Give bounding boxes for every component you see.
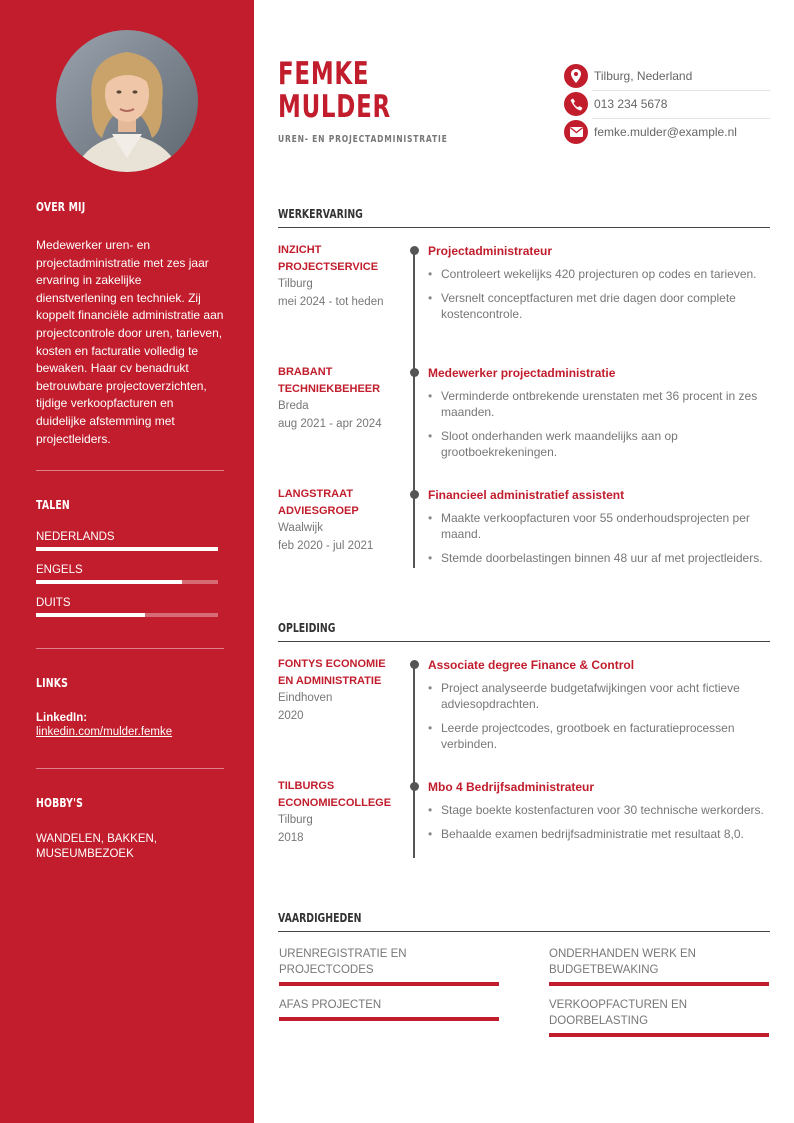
language-name: DUITS (36, 597, 71, 609)
email-text[interactable]: femke.mulder@example.nl (594, 125, 737, 139)
job-role: UREN- EN PROJECTADMINISTRATIE (278, 134, 448, 145)
organization-name: BRABANT TECHNIEKBEHEER (278, 366, 381, 395)
organization-name: TILBURGS ECONOMIECOLLEGE (278, 780, 392, 809)
sidebar-divider (36, 470, 224, 471)
timeline-dot (410, 368, 419, 377)
entry-period: feb 2020 - jul 2021 (278, 539, 374, 552)
section-rule (278, 227, 770, 228)
entry-meta (278, 778, 398, 847)
language-level-fill (36, 547, 218, 551)
entry-bullets (428, 680, 770, 752)
experience-title: WERKERVARING (278, 207, 363, 221)
entry-bullet: • Project analyseerde budgetafwijkingen voor acht fictieve adviesopdrachten. (428, 680, 770, 712)
language-item (36, 531, 224, 551)
sidebar-divider (36, 648, 224, 649)
entry-bullet: • Verminderde ontbrekende urenstaten met 36 procent in zes maanden. (428, 388, 770, 420)
skills-title: VAARDIGHEDEN (278, 911, 362, 925)
entry-period: 2018 (278, 831, 304, 844)
timeline-dot (410, 490, 419, 499)
links-section (36, 676, 224, 738)
entry-bullets (428, 510, 770, 566)
entry-bullet: • Controleert wekelijks 420 projecturen op codes en tarieven. (428, 266, 770, 282)
first-name: FEMKE (278, 56, 370, 92)
skill-item (549, 946, 769, 986)
skill-name: AFAS PROJECTEN (279, 999, 382, 1011)
language-item (36, 564, 224, 584)
entry-bullet: • Sloot onderhanden werk maandelijks aan op grootboekrekeningen. (428, 428, 770, 460)
experience-timeline (413, 250, 415, 568)
education-timeline (413, 664, 415, 858)
hobbies-text: WANDELEN, BAKKEN, MUSEUMBEZOEK (36, 833, 157, 860)
entry-bullets (428, 266, 770, 322)
entry-city: Waalwijk (278, 522, 323, 534)
skill-item (279, 946, 499, 986)
entry-bullets (428, 802, 770, 842)
section-rule (278, 931, 770, 932)
entry-city: Eindhoven (278, 692, 333, 704)
language-list (36, 531, 224, 617)
sidebar (0, 0, 254, 1123)
about-title: OVER MIJ (36, 200, 86, 214)
timeline-dot (410, 660, 419, 669)
language-level-bar (36, 613, 218, 617)
links-title: LINKS (36, 676, 69, 690)
entry-role: Financieel administratief assistent (428, 488, 625, 502)
linkedin-link[interactable]: linkedin.com/mulder.femke (36, 726, 173, 738)
entry-city: Tilburg (278, 278, 313, 290)
entry-bullet: • Stemde doorbelastingen binnen 48 uur af met projectleiders. (428, 550, 770, 566)
about-text: Medewerker uren- en projectadministratie met zes jaar ervaring in zakelijke dienstverlening en techniek. Zij koppelt financiële administratie aan projectcontrole door uren, tarieven, kosten en facturatie volledig te bewaken. Haar cv benadrukt betrouwbare projectoverzichten, tijdige verkoopfacturen en duidelijke afstemming met projectleiders. (36, 238, 224, 446)
location-text: Tilburg, Nederland (594, 69, 693, 83)
entry-detail (428, 243, 770, 330)
contact-email (564, 119, 770, 145)
skill-bar (279, 982, 499, 986)
skill-item (279, 997, 499, 1021)
entry-bullets (428, 388, 770, 460)
language-name: NEDERLANDS (36, 531, 115, 543)
skill-bar (279, 1017, 499, 1021)
contact-phone (564, 91, 770, 117)
person-name (278, 58, 391, 124)
last-name: MULDER (278, 89, 391, 125)
language-level-fill (36, 580, 182, 584)
language-name: ENGELS (36, 564, 83, 576)
entry-meta (278, 242, 398, 311)
organization-name: FONTYS ECONOMIE EN ADMINISTRATIE (278, 658, 386, 687)
section-rule (278, 641, 770, 642)
entry-period: 2020 (278, 709, 304, 722)
map-pin-icon (564, 64, 588, 88)
entry-detail (428, 779, 770, 850)
entry-bullet: • Maakte verkoopfacturen voor 55 onderhoudsprojecten per maand. (428, 510, 770, 542)
skill-name: VERKOOPFACTUREN EN DOORBELASTING (549, 999, 688, 1027)
entry-detail (428, 487, 770, 574)
phone-text: 013 234 5678 (594, 97, 668, 111)
profile-photo (56, 30, 198, 172)
organization-name: INZICHT PROJECTSERVICE (278, 244, 379, 273)
timeline-dot (410, 782, 419, 791)
entry-meta (278, 486, 398, 555)
phone-icon (564, 92, 588, 116)
language-level-bar (36, 580, 218, 584)
language-level-fill (36, 613, 145, 617)
entry-bullet: • Behaalde examen bedrijfsadministratie met resultaat 8,0. (428, 826, 770, 842)
entry-city: Tilburg (278, 814, 313, 826)
languages-title: TALEN (36, 498, 70, 512)
language-item (36, 597, 224, 617)
skill-name: URENREGISTRATIE EN PROJECTCODES (279, 948, 407, 976)
timeline-dot (410, 246, 419, 255)
entry-period: aug 2021 - apr 2024 (278, 417, 382, 430)
entry-meta (278, 364, 398, 433)
entry-bullet: • Leerde projectcodes, grootboek en facturatieprocessen verbinden. (428, 720, 770, 752)
skill-item (549, 997, 769, 1037)
language-level-bar (36, 547, 218, 551)
languages-section (36, 498, 224, 617)
skill-name: ONDERHANDEN WERK EN BUDGETBEWAKING (549, 948, 696, 976)
entry-detail (428, 365, 770, 468)
entry-role: Medewerker projectadministratie (428, 366, 616, 380)
hobbies-section (36, 796, 224, 862)
sidebar-divider (36, 768, 224, 769)
entry-role: Mbo 4 Bedrijfsadministrateur (428, 780, 595, 794)
linkedin-label: LinkedIn: (36, 712, 88, 724)
entry-detail (428, 657, 770, 760)
entry-bullet: • Stage boekte kostenfacturen voor 30 technische werkorders. (428, 802, 770, 818)
contact-location (564, 63, 770, 89)
entry-bullet: • Versnelt conceptfacturen met drie dagen door complete kostencontrole. (428, 290, 770, 322)
hobbies-title: HOBBY'S (36, 796, 84, 810)
entry-meta (278, 656, 398, 725)
entry-city: Breda (278, 400, 309, 412)
mail-icon (564, 120, 588, 144)
entry-role: Projectadministrateur (428, 244, 553, 258)
about-section (36, 200, 224, 448)
entry-role: Associate degree Finance & Control (428, 658, 635, 672)
skill-bar (549, 982, 769, 986)
entry-period: mei 2024 - tot heden (278, 295, 384, 308)
education-title: OPLEIDING (278, 621, 336, 635)
organization-name: LANGSTRAAT ADVIESGROEP (278, 488, 359, 517)
skill-bar (549, 1033, 769, 1037)
